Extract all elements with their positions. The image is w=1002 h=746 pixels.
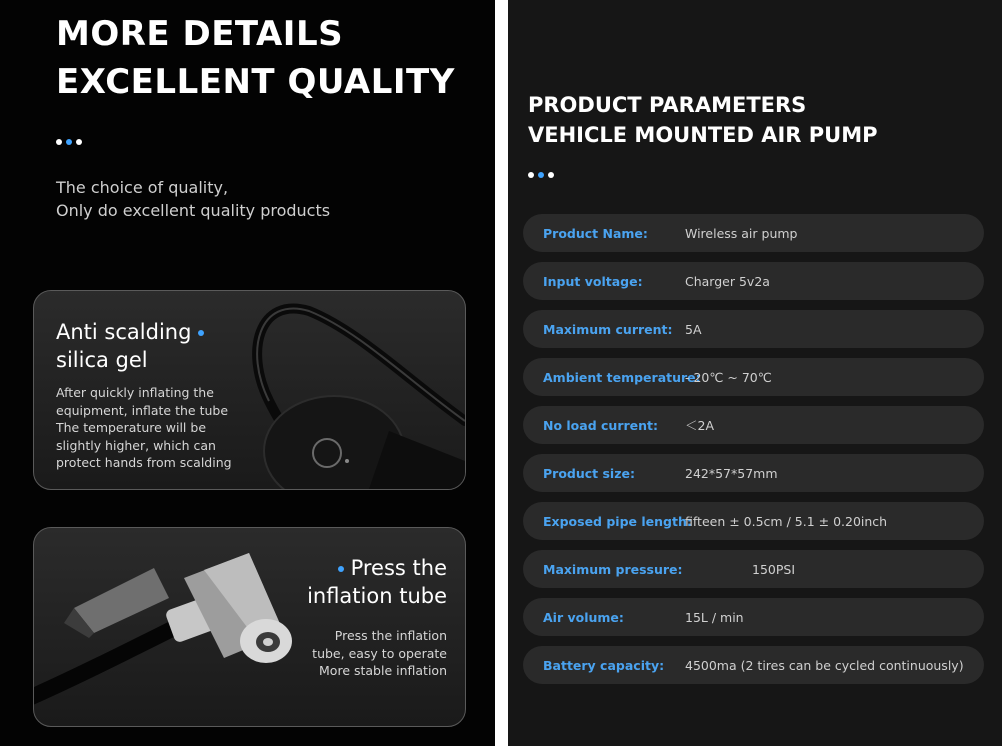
param-label: Exposed pipe length: bbox=[543, 513, 692, 529]
param-value: 5A bbox=[685, 321, 702, 337]
tagline-line-2: Only do excellent quality products bbox=[56, 201, 331, 220]
dot-icon bbox=[528, 172, 534, 178]
card-body-line: slightly higher, which can bbox=[56, 437, 216, 453]
card-body-line: The temperature will be bbox=[56, 420, 207, 435]
param-value: 150PSI bbox=[752, 561, 796, 577]
card-body-line: Press the inflation bbox=[334, 628, 447, 643]
param-label: Battery capacity: bbox=[543, 657, 665, 673]
card-body-line: After quickly inflating the bbox=[56, 385, 214, 400]
dot-icon bbox=[548, 172, 554, 178]
card-title bbox=[56, 318, 204, 374]
param-value: - 20℃ ~ 70℃ bbox=[685, 369, 772, 385]
decorative-dots bbox=[56, 139, 82, 145]
dot-icon bbox=[538, 172, 544, 178]
headline-line-2: EXCELLENT QUALITY bbox=[56, 62, 455, 102]
card-title bbox=[307, 554, 447, 610]
param-value: fifteen ± 0.5cm / 5.1 ± 0.20inch bbox=[685, 513, 888, 529]
card-body-line: protect hands from scalding bbox=[56, 455, 232, 470]
param-row-air-volume bbox=[523, 598, 984, 636]
page-headline bbox=[56, 10, 455, 106]
dot-icon bbox=[66, 139, 72, 145]
bullet-dot-icon bbox=[338, 566, 344, 572]
card-description bbox=[56, 384, 232, 472]
dot-icon bbox=[56, 139, 62, 145]
feature-card-anti-scalding bbox=[33, 290, 466, 490]
param-row-input-voltage bbox=[523, 262, 984, 300]
param-value: ＜2A bbox=[685, 418, 715, 433]
param-label: Ambient temperature: bbox=[543, 369, 701, 385]
hose-illustration bbox=[239, 291, 465, 489]
tagline bbox=[56, 176, 330, 222]
title-line-1: PRODUCT PARAMETERS bbox=[528, 93, 807, 117]
card-title-line-2: silica gel bbox=[56, 348, 148, 372]
param-row-exposed-pipe-length bbox=[523, 502, 984, 540]
parameters-title bbox=[528, 90, 878, 150]
param-label: Product Name: bbox=[543, 225, 648, 241]
param-label: Input voltage: bbox=[543, 273, 643, 289]
feature-card-press-tube bbox=[33, 527, 466, 727]
nozzle-illustration bbox=[34, 528, 294, 726]
decorative-dots bbox=[528, 172, 554, 178]
param-row-no-load-current bbox=[523, 406, 984, 444]
param-row-maximum-pressure bbox=[523, 550, 984, 588]
param-label: Air volume: bbox=[543, 609, 624, 625]
title-line-2: VEHICLE MOUNTED AIR PUMP bbox=[528, 123, 878, 147]
param-label: No load current: bbox=[543, 417, 658, 433]
dot-icon bbox=[76, 139, 82, 145]
param-row-battery-capacity bbox=[523, 646, 984, 684]
details-panel bbox=[0, 0, 495, 746]
card-title-line-1: Anti scalding bbox=[56, 320, 192, 344]
bullet-dot-icon bbox=[198, 330, 204, 336]
card-description bbox=[312, 627, 447, 680]
parameters-panel bbox=[508, 0, 1002, 746]
param-label: Product size: bbox=[543, 465, 635, 481]
param-value: 4500ma (2 tires can be cycled continuously) bbox=[685, 657, 964, 673]
param-value: 15L / min bbox=[685, 609, 744, 625]
param-value: 242*57*57mm bbox=[685, 465, 778, 481]
tagline-line-1: The choice of quality, bbox=[56, 178, 229, 197]
param-value: Wireless air pump bbox=[685, 225, 798, 241]
param-value: Charger 5v2a bbox=[685, 273, 770, 289]
card-body-line: equipment, inflate the tube bbox=[56, 402, 229, 418]
card-title-line-2: inflation tube bbox=[307, 584, 447, 608]
card-title-line-1: Press the bbox=[350, 556, 447, 580]
headline-line-1: MORE DETAILS bbox=[56, 14, 344, 54]
param-row-ambient-temperature bbox=[523, 358, 984, 396]
param-row-maximum-current bbox=[523, 310, 984, 348]
param-row-product-size bbox=[523, 454, 984, 492]
param-row-product-name bbox=[523, 214, 984, 252]
card-body-line: More stable inflation bbox=[319, 663, 447, 678]
param-label: Maximum current: bbox=[543, 321, 673, 337]
param-label: Maximum pressure: bbox=[543, 561, 683, 577]
card-body-line: tube, easy to operate bbox=[312, 645, 447, 661]
